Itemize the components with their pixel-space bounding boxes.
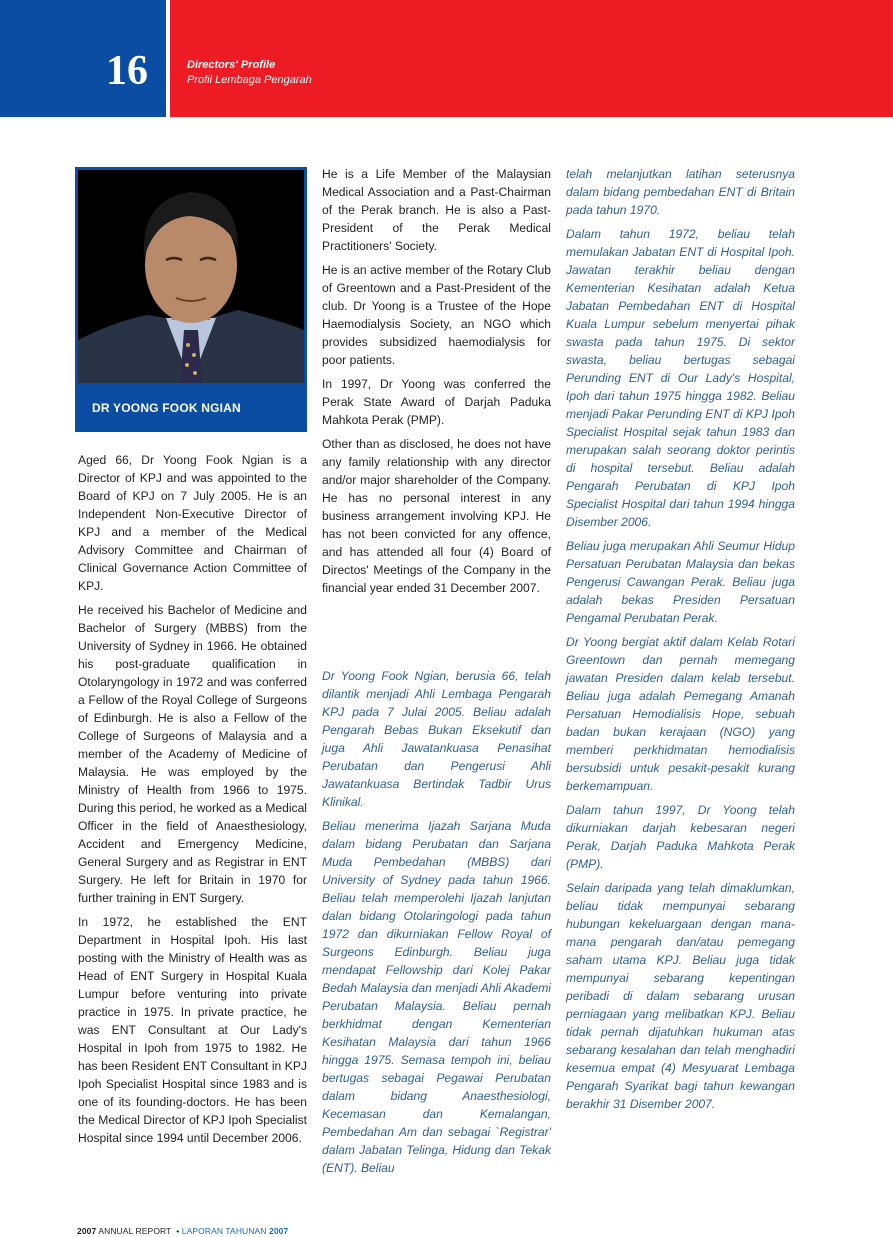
malay-paragraph: Beliau menerima Ijazah Sarjana Muda dalam bidang Perubatan dan Sarjana Muda Pembedahan (MBBS) dari University of Sydney pada tahun 1966. Beliau telah memperolehi Ijazah lanjutan dalan bidang Otolaringologi pada tahun 1972 dan dikurniakan Fellow Royal of Surgeons Edinburgh. Beliau juga mendapat Fellowship dari Kolej Pakar Bedah Malaysia dan menjadi Ahli Akademi Perubatan Malaysia. Beliau pernah berkhidmat dengan Kementerian Kesihatan Malaysia dari tahun 1966 hingga 1975. Semasa tempoh ini, beliau bertugas sebagai Pegawai Perubatan dalam bidang Anaesthesiologi, Kecemasan dan Kemalangan, Pembedahan Am dan sebagai `Registrar' dalam Jabatan Telinga, Hidung dan Tekak (ENT). Beliau: [322, 819, 551, 1175]
malay-paragraph: Dalam tahun 1997, Dr Yoong telah dikurniakan darjah kebesaran negeri Perak, Darjah Paduka Mahkota Perak (PMP).: [566, 803, 795, 871]
header-page-number-block: [0, 0, 166, 117]
section-title-malay: Profil Lembaga Pengarah: [187, 74, 312, 86]
english-paragraph: In 1972, he established the ENT Department in Hospital Ipoh. His last posting with the Ministry of Health was as Head of ENT Surgery in Hospital Kuala Lumpur before venturing into private practice in 1975. In private practice, he was ENT Consultant at Our Lady's Hospital in Ipoh from 1975 to 1982. He has been Resident ENT Consultant in KPJ Ipoh Specialist Hospital since 1983 and is one of its founding-doctors. He has been the Medical Director of KPJ Ipoh Specialist Hospital since 1994 until December 2006.: [78, 915, 307, 1145]
malay-paragraph: Dr Yoong Fook Ngian, berusia 66, telah dilantik menjadi Ahli Lembaga Pengarah KPJ pada 7 Julai 2005. Beliau adalah Pengarah Bebas Bukan Eksekutif dan juga Ahli Jawatankuasa Penasihat Perubatan dan Pengerusi Ahli Jawatankuasa Bertindak Tadbir Urus Klinikal.: [322, 669, 551, 809]
footer-year-right: 2007: [269, 1226, 289, 1236]
malay-profile-column-2: [322, 667, 551, 1183]
malay-paragraph: Selain daripada yang telah dimaklumkan, beliau tidak mempunyai sebarang hubungan kekeluargaan dengan mana-mana pengarah dan/atau pemegang saham utama KPJ. Beliau juga tidak mempunyai sebarang kepentingan peribadi di dalam sebarang urusan perniagaan yang melibatkan KPJ. Beliau tidak pernah dijatuhkan hukuman atas sebarang kesalahan dan telah menghadiri kesemua empat (4) Mesyuarat Lembaga Pengarah Syarikat bagi tahun kewangan berakhir 31 Disember 2007.: [566, 881, 795, 1111]
malay-paragraph: telah melanjutkan latihan seterusnya dalam bidang pembedahan ENT di Britain pada tahun 1970.: [566, 167, 795, 217]
footer-laporan-tahunan-label: LAPORAN TAHUNAN: [181, 1226, 267, 1236]
english-paragraph: Other than as disclosed, he does not have any family relationship with any director and/or major shareholder of the Company. He has no personal interest in any business arrangement involving KPJ. He has not been convicted for any offence, and has attended all four (4) Board of Directos' Meetings of the Company in the financial year ended 31 December 2007.: [322, 437, 551, 595]
english-paragraph: He is an active member of the Rotary Club of Greentown and a Past-President of the club. Dr Yoong is a Trustee of the Hope Haemodialysis Society, an NGO which provides subsidized haemodialysis for poor patients.: [322, 263, 551, 367]
director-name: DR YOONG FOOK NGIAN: [92, 400, 241, 415]
director-photo: [78, 170, 304, 383]
section-title: [187, 58, 312, 88]
english-paragraph: He is a Life Member of the Malaysian Medical Association and a Past-Chairman of the Perak branch. He is also a Past-President of the Perak Medical Practitioners' Society.: [322, 167, 551, 253]
section-title-english: Directors' Profile: [187, 59, 276, 71]
malay-paragraph: Dr Yoong bergiat aktif dalam Kelab Rotari Greentown dan pernah memegang jawatan Presiden dalam kelab tersebut. Beliau juga adalah Pemegang Amanah Persatuan Hemodialisis Hope, sebuah badan bukan kerajaan (NGO) yang memberi perkhidmatan hemodialisis bersubsidi untuk pesakit-pesakit kurang berkemampuan.: [566, 635, 795, 793]
english-paragraph: Aged 66, Dr Yoong Fook Ngian is a Director of KPJ and was appointed to the Board of KPJ on 7 July 2005. He is an Independent Non-Executive Director of KPJ and a member of the Medical Advisory Committee and Chairman of Clinical Governance Action Committee of KPJ.: [78, 453, 307, 593]
director-portrait-card: [75, 167, 307, 432]
footer-year-left: 2007: [77, 1226, 97, 1236]
english-profile-column-1: [78, 451, 307, 1153]
english-paragraph: He received his Bachelor of Medicine and Bachelor of Surgery (MBBS) from the University of Sydney in 1966. He obtained his post-graduate qualification in Otolaryngology in 1972 and was conferred a Fellow of the Royal College of Surgeons of Edinburgh. He is also a Fellow of the College of Surgeons of Malaysia and a member of the Academy of Medicine of Malaysia. He was employed by the Ministry of Health from 1966 to 1975. During this period, he worked as a Medical Officer in the field of Anaesthesiology, Accident and Emergency Medicine, General Surgery and as Registrar in ENT Surgery. He left for Britain in 1970 for further training in ENT Surgery.: [78, 603, 307, 905]
portrait-illustration-icon: [78, 170, 304, 383]
header-section-title-block: [170, 0, 893, 117]
footer-separator: •: [176, 1226, 180, 1236]
english-paragraph: In 1997, Dr Yoong was conferred the Perak State Award of Darjah Paduka Mahkota Perak (PMP).: [322, 377, 551, 427]
malay-profile-column-3: [566, 165, 795, 1119]
malay-paragraph: Dalam tahun 1972, beliau telah memulakan Jabatan ENT di Hospital Ipoh. Jawatan terakhir beliau dengan Kementerian Kesihatan adalah Ketua Jabatan Pembedahan ENT di Hospital Kuala Lumpur sebelum menyertai pihak swasta pada tahun 1975. Di sektor swasta, beliau bertugas sebagai Perunding ENT di Our Lady's Hospital, Ipoh dari tahun 1975 hingga 1982. Beliau menjadi Pakar Perunding ENT di KPJ Ipoh Specialist Hospital sejak tahun 1983 dan merupakan salah seorang doktor perintis di hospital tersebut. Beliau adalah Pengarah Perubatan di KPJ Ipoh Specialist Hospital dari tahun 1994 hingga Disember 2006.: [566, 227, 795, 529]
malay-paragraph: Beliau juga merupakan Ahli Seumur Hidup Persatuan Perubatan Malaysia dan bekas Pengerusi Cawangan Perak. Beliau juga adalah bekas Presiden Persatuan Pengamal Perubatan Perak.: [566, 539, 795, 625]
page-footer: [77, 1226, 288, 1236]
page-number: 16: [106, 48, 148, 94]
footer-annual-report-label: ANNUAL REPORT: [98, 1226, 172, 1236]
english-profile-column-2: [322, 165, 551, 603]
